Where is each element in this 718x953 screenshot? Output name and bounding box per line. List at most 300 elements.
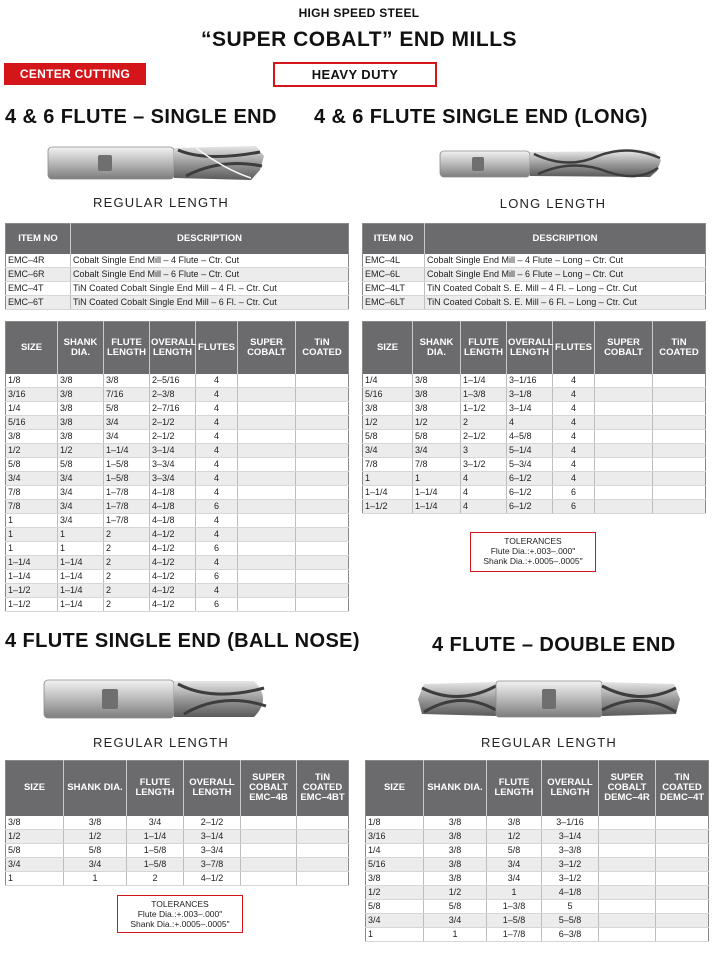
cell-shank-dia: 3/4 [424, 913, 487, 927]
cell-size: 1/8 [366, 816, 424, 830]
cell-flute-length: 1–5/8 [487, 913, 542, 927]
item-no: EMC–4R [6, 254, 71, 268]
cell-flute-length: 3 [461, 443, 507, 457]
cell-tin-coated [296, 401, 349, 415]
cell-flute-length: 7/16 [104, 387, 150, 401]
cell-shank-dia: 1 [413, 471, 461, 485]
cell-tin-coated [296, 541, 349, 555]
cell-size: 1–1/2 [363, 499, 413, 513]
cell-flutes: 6 [553, 485, 595, 499]
cell-size: 3/16 [366, 829, 424, 843]
table-row [6, 583, 349, 597]
cell-shank-dia: 3/4 [58, 485, 104, 499]
cell-size: 5/8 [6, 457, 58, 471]
table-row [6, 597, 349, 611]
cell-super-cobalt [595, 471, 653, 485]
cell-tin-coated [296, 415, 349, 429]
cell-overall-length: 6–1/2 [507, 485, 553, 499]
double-end-table [365, 760, 709, 942]
cell-overall-length: 3–7/8 [184, 857, 241, 871]
table-row [366, 871, 709, 885]
item-no: EMC–4L [363, 254, 425, 268]
cell-flute-length: 1–3/8 [487, 899, 542, 913]
cell-shank-dia: 3/8 [58, 429, 104, 443]
table-row [6, 443, 349, 457]
cell-flute-length: 5/8 [104, 401, 150, 415]
cell-flutes: 4 [196, 527, 238, 541]
cell-flutes [599, 843, 656, 857]
cell-flute-length: 3/4 [127, 816, 184, 830]
cell-super-cobalt [656, 816, 709, 830]
cell-shank-dia: 1/2 [424, 885, 487, 899]
cell-flute-length: 1–3/8 [461, 387, 507, 401]
cell-size: 3/4 [366, 913, 424, 927]
cell-size: 1/4 [366, 843, 424, 857]
cell-tin-coated [296, 499, 349, 513]
cell-size: 3/4 [363, 443, 413, 457]
cell-size: 1/2 [6, 443, 58, 457]
cell-shank-dia: 5/8 [64, 843, 127, 857]
table-row [366, 885, 709, 899]
cell-super-cobalt [297, 857, 349, 871]
description: TiN Coated Cobalt Single End Mill – 6 Fl. – Ctr. Cut [71, 295, 349, 309]
cell-overall-length: 3–1/4 [184, 829, 241, 843]
description: Cobalt Single End Mill – 4 Flute – Long – Ctr. Cut [425, 254, 706, 268]
cell-size: 7/8 [6, 485, 58, 499]
cell-super-cobalt [238, 569, 296, 583]
cell-shank-dia: 3/8 [58, 401, 104, 415]
cell-flute-length: 2 [127, 871, 184, 885]
table-row [363, 401, 706, 415]
cell-flutes: 4 [553, 387, 595, 401]
table-row [363, 485, 706, 499]
th-overall-length: OVERALL LENGTH [150, 322, 196, 374]
table-row [6, 816, 349, 830]
section-title-single-end: 4 & 6 FLUTE – SINGLE END [5, 106, 277, 128]
cell-super-cobalt [238, 387, 296, 401]
table-row [6, 829, 349, 843]
table-row [6, 429, 349, 443]
cell-flutes [599, 899, 656, 913]
table-row [363, 471, 706, 485]
cell-overall-length: 2–1/2 [184, 816, 241, 830]
cell-shank-dia: 1 [58, 527, 104, 541]
cell-flutes [241, 857, 297, 871]
cell-super-cobalt [656, 843, 709, 857]
tolerances-shank: Shank Dia.:+.0005–.0005" [483, 556, 583, 566]
table-row [6, 513, 349, 527]
cell-size: 5/16 [363, 387, 413, 401]
cell-overall-length: 4 [507, 415, 553, 429]
cell-super-cobalt [238, 541, 296, 555]
cell-flute-length: 2 [104, 527, 150, 541]
cell-super-cobalt [595, 457, 653, 471]
cell-flutes [599, 829, 656, 843]
cell-size: 3/8 [363, 401, 413, 415]
cell-overall-length: 4–5/8 [507, 429, 553, 443]
th-flutes: FLUTES [553, 322, 595, 374]
cell-overall-length: 4–1/2 [150, 527, 196, 541]
cell-size: 1/4 [363, 374, 413, 388]
cell-flutes: 6 [196, 499, 238, 513]
cell-tin-coated [296, 429, 349, 443]
table-row [6, 569, 349, 583]
cell-super-cobalt [238, 443, 296, 457]
table-row [6, 471, 349, 485]
cell-size: 5/8 [363, 429, 413, 443]
cell-flute-length: 3–1/2 [461, 457, 507, 471]
description: Cobalt Single End Mill – 6 Flute – Long – Ctr. Cut [425, 267, 706, 281]
cell-overall-length: 3–3/8 [542, 843, 599, 857]
cell-size: 1 [366, 927, 424, 941]
cell-flutes: 4 [196, 457, 238, 471]
end-mill-regular-icon [46, 140, 268, 186]
cell-flute-length: 1–5/8 [104, 457, 150, 471]
cell-super-cobalt [238, 583, 296, 597]
cell-flute-length: 3/4 [104, 415, 150, 429]
cell-super-cobalt [238, 513, 296, 527]
cell-size: 1–1/4 [363, 485, 413, 499]
tolerances-flute: Flute Dia.:+.003–.000" [490, 546, 576, 556]
cell-overall-length: 4–1/2 [150, 597, 196, 611]
item-no: EMC–4LT [363, 281, 425, 295]
tolerances-title: TOLERANCES [151, 899, 209, 909]
cell-size: 7/8 [6, 499, 58, 513]
cell-super-cobalt [238, 401, 296, 415]
th-tin-coated: TiN COATED DEMC–4T [656, 761, 709, 816]
cell-super-cobalt [656, 829, 709, 843]
cell-shank-dia: 1–1/4 [413, 485, 461, 499]
cell-shank-dia: 3/8 [424, 816, 487, 830]
cell-overall-length: 3–1/4 [542, 829, 599, 843]
ball-nose-end-mill-icon [42, 672, 274, 726]
cell-flute-length: 2 [461, 415, 507, 429]
cell-tin-coated [653, 485, 706, 499]
description: TiN Coated Cobalt Single End Mill – 4 Fl. – Ctr. Cut [71, 281, 349, 295]
table-row [366, 913, 709, 927]
tolerances-box-long [470, 532, 596, 572]
cell-flute-length: 1–7/8 [104, 499, 150, 513]
cell-flutes: 4 [553, 471, 595, 485]
cell-flutes: 6 [553, 499, 595, 513]
cell-size: 1 [6, 527, 58, 541]
table-row [6, 387, 349, 401]
table-row [363, 374, 706, 388]
cell-overall-length: 4–1/8 [542, 885, 599, 899]
cell-size: 1/4 [6, 401, 58, 415]
th-overall-length: OVERALL LENGTH [507, 322, 553, 374]
table-row [6, 267, 349, 281]
cell-overall-length: 4–1/2 [150, 541, 196, 555]
cell-flutes: 6 [196, 569, 238, 583]
cell-tin-coated [296, 527, 349, 541]
table-row [363, 295, 706, 309]
cell-flutes [241, 829, 297, 843]
th-super-cobalt: SUPER COBALT DEMC–4R [599, 761, 656, 816]
cell-super-cobalt [656, 927, 709, 941]
th-size: SIZE [6, 761, 64, 816]
cell-flute-length: 3/8 [487, 816, 542, 830]
cell-super-cobalt [656, 899, 709, 913]
cell-super-cobalt [595, 401, 653, 415]
cell-flute-length: 4 [461, 485, 507, 499]
cell-overall-length: 2–7/16 [150, 401, 196, 415]
description: Cobalt Single End Mill – 6 Flute – Ctr. Cut [71, 267, 349, 281]
cell-super-cobalt [297, 829, 349, 843]
cell-overall-length: 3–1/2 [542, 857, 599, 871]
cell-flutes: 4 [196, 555, 238, 569]
cell-tin-coated [296, 374, 349, 388]
item-no: EMC–6L [363, 267, 425, 281]
cell-flutes [599, 913, 656, 927]
th-super-cobalt: SUPER COBALT [238, 322, 296, 374]
cell-shank-dia: 3/8 [58, 415, 104, 429]
table-row [363, 267, 706, 281]
item-no: EMC–4T [6, 281, 71, 295]
table-row [366, 899, 709, 913]
cell-shank-dia: 1–1/4 [58, 597, 104, 611]
cell-flutes: 4 [196, 443, 238, 457]
th-description: DESCRIPTION [71, 224, 349, 254]
table-row [6, 281, 349, 295]
cell-super-cobalt [595, 499, 653, 513]
cell-shank-dia: 5/8 [413, 429, 461, 443]
cell-flutes: 6 [196, 597, 238, 611]
table-row [366, 816, 709, 830]
size-table-long [362, 321, 706, 514]
cell-overall-length: 2–3/8 [150, 387, 196, 401]
cell-size: 1 [363, 471, 413, 485]
cell-flutes [599, 816, 656, 830]
cell-shank-dia: 3/8 [413, 401, 461, 415]
cell-overall-length: 6–1/2 [507, 471, 553, 485]
cell-size: 1/2 [366, 885, 424, 899]
cell-overall-length: 6–3/8 [542, 927, 599, 941]
cell-flute-length: 1–5/8 [127, 857, 184, 871]
cell-size: 5/8 [6, 843, 64, 857]
cell-shank-dia: 5/8 [58, 457, 104, 471]
th-overall-length: OVERALL LENGTH [542, 761, 599, 816]
cell-flutes [241, 843, 297, 857]
cell-super-cobalt [656, 857, 709, 871]
cell-overall-length: 3–3/4 [184, 843, 241, 857]
cell-super-cobalt [656, 871, 709, 885]
cell-flute-length: 1–1/4 [127, 829, 184, 843]
th-super-cobalt: SUPER COBALT [595, 322, 653, 374]
cell-overall-length: 5–5/8 [542, 913, 599, 927]
cell-flute-length: 1–1/2 [461, 401, 507, 415]
cell-super-cobalt [238, 485, 296, 499]
cell-super-cobalt [297, 843, 349, 857]
cell-shank-dia: 3/8 [424, 871, 487, 885]
th-tin-coated: TiN COATED [296, 322, 349, 374]
table-row [6, 843, 349, 857]
cell-flutes: 4 [196, 583, 238, 597]
cell-overall-length: 2–5/16 [150, 374, 196, 388]
th-item-no: ITEM NO [363, 224, 425, 254]
cell-super-cobalt [595, 443, 653, 457]
caption-regular-length-double: REGULAR LENGTH [481, 735, 617, 750]
cell-tin-coated [653, 457, 706, 471]
cell-tin-coated [296, 583, 349, 597]
cell-flutes: 4 [553, 443, 595, 457]
cell-flutes: 4 [196, 513, 238, 527]
cell-size: 1–1/2 [6, 597, 58, 611]
cell-shank-dia: 5/8 [424, 899, 487, 913]
table-row [363, 429, 706, 443]
cell-flutes: 6 [196, 541, 238, 555]
cell-shank-dia: 1/2 [64, 829, 127, 843]
cell-super-cobalt [238, 415, 296, 429]
cell-shank-dia: 1–1/4 [58, 569, 104, 583]
table-row [366, 843, 709, 857]
cell-flute-length: 5/8 [487, 843, 542, 857]
table-row [363, 415, 706, 429]
cell-tin-coated [296, 485, 349, 499]
cell-flutes: 4 [553, 401, 595, 415]
cell-flute-length: 3/4 [487, 871, 542, 885]
cell-shank-dia: 3/4 [58, 471, 104, 485]
cell-shank-dia: 3/4 [64, 857, 127, 871]
cell-super-cobalt [595, 387, 653, 401]
caption-long-length: LONG LENGTH [499, 196, 607, 211]
th-flute-length: FLUTE LENGTH [127, 761, 184, 816]
cell-size: 3/4 [6, 857, 64, 871]
cell-flute-length: 3/8 [104, 374, 150, 388]
cell-size: 3/8 [366, 871, 424, 885]
cell-size: 1–1/4 [6, 569, 58, 583]
cell-shank-dia: 3/8 [424, 843, 487, 857]
cell-size: 1 [6, 871, 64, 885]
cell-shank-dia: 1–1/4 [413, 499, 461, 513]
cell-flute-length: 1–5/8 [127, 843, 184, 857]
table-row [6, 374, 349, 388]
cell-overall-length: 3–1/16 [507, 374, 553, 388]
double-end-mill-icon [418, 672, 680, 726]
cell-super-cobalt [656, 885, 709, 899]
cell-size: 1/8 [6, 374, 58, 388]
cell-size: 1 [6, 541, 58, 555]
section-title-double-end: 4 FLUTE – DOUBLE END [432, 634, 676, 656]
cell-tin-coated [296, 513, 349, 527]
th-shank-dia: SHANK DIA. [413, 322, 461, 374]
cell-size: 5/16 [366, 857, 424, 871]
cell-tin-coated [653, 443, 706, 457]
cell-flute-length: 1–1/4 [104, 443, 150, 457]
table-row [6, 295, 349, 309]
cell-tin-coated [653, 471, 706, 485]
description: TiN Coated Cobalt S. E. Mill – 4 Fl. – Long – Ctr. Cut [425, 281, 706, 295]
cell-flutes [599, 885, 656, 899]
section-title-single-end-long: 4 & 6 FLUTE SINGLE END (LONG) [314, 106, 648, 128]
cell-size: 5/16 [6, 415, 58, 429]
center-cutting-badge: CENTER CUTTING [4, 63, 146, 85]
end-mill-long-icon [438, 144, 664, 184]
table-row [366, 927, 709, 941]
table-row [363, 281, 706, 295]
description: Cobalt Single End Mill – 4 Flute – Ctr. Cut [71, 254, 349, 268]
cell-tin-coated [296, 569, 349, 583]
cell-flute-length: 2 [104, 541, 150, 555]
cell-shank-dia: 1 [58, 541, 104, 555]
table-row [363, 443, 706, 457]
cell-shank-dia: 3/4 [413, 443, 461, 457]
cell-flutes: 4 [196, 429, 238, 443]
cell-overall-length: 4–1/8 [150, 499, 196, 513]
cell-super-cobalt [238, 429, 296, 443]
th-size: SIZE [366, 761, 424, 816]
cell-shank-dia: 3/8 [413, 387, 461, 401]
cell-flutes [599, 927, 656, 941]
cell-flutes: 4 [196, 374, 238, 388]
item-no: EMC–6T [6, 295, 71, 309]
cell-super-cobalt [595, 485, 653, 499]
cell-flutes [241, 816, 297, 830]
cell-super-cobalt [595, 374, 653, 388]
cell-overall-length: 5 [542, 899, 599, 913]
cell-size: 1–1/2 [6, 583, 58, 597]
tolerances-box-ball [117, 895, 243, 933]
page-subtitle: HIGH SPEED STEEL [298, 6, 420, 20]
cell-tin-coated [653, 401, 706, 415]
cell-flute-length: 2–1/2 [461, 429, 507, 443]
cell-shank-dia: 1–1/4 [58, 555, 104, 569]
cell-flute-length: 1–7/8 [487, 927, 542, 941]
cell-overall-length: 3–3/4 [150, 457, 196, 471]
description: TiN Coated Cobalt S. E. Mill – 6 Fl. – Long – Ctr. Cut [425, 295, 706, 309]
cell-shank-dia: 1 [424, 927, 487, 941]
table-row [363, 499, 706, 513]
cell-size: 3/8 [6, 816, 64, 830]
th-flutes: FLUTES [196, 322, 238, 374]
cell-size: 7/8 [363, 457, 413, 471]
cell-size: 1 [6, 513, 58, 527]
th-tin-coated: TiN COATED [653, 322, 706, 374]
tolerances-flute: Flute Dia.:+.003–.000" [137, 909, 223, 919]
cell-shank-dia: 3/8 [58, 374, 104, 388]
cell-tin-coated [653, 374, 706, 388]
item-no: EMC–6LT [363, 295, 425, 309]
cell-flute-length: 1–5/8 [104, 471, 150, 485]
th-super-cobalt: SUPER COBALT EMC–4B [241, 761, 297, 816]
th-item-no: ITEM NO [6, 224, 71, 254]
tolerances-title: TOLERANCES [504, 536, 562, 546]
th-shank-dia: SHANK DIA. [424, 761, 487, 816]
cell-tin-coated [296, 555, 349, 569]
item-table-regular [5, 223, 349, 310]
cell-flute-length: 3/4 [487, 857, 542, 871]
cell-shank-dia: 3/8 [424, 829, 487, 843]
cell-size: 5/8 [366, 899, 424, 913]
cell-flute-length: 2 [104, 597, 150, 611]
cell-tin-coated [653, 429, 706, 443]
item-no: EMC–6R [6, 267, 71, 281]
cell-tin-coated [653, 499, 706, 513]
th-shank-dia: SHANK DIA. [58, 322, 104, 374]
cell-shank-dia: 3/8 [413, 374, 461, 388]
cell-tin-coated [296, 443, 349, 457]
tolerances-shank: Shank Dia.:+.0005–.0005" [130, 919, 230, 929]
table-row [6, 415, 349, 429]
cell-overall-length: 3–1/4 [507, 401, 553, 415]
cell-flute-length: 2 [104, 555, 150, 569]
cell-overall-length: 3–1/4 [150, 443, 196, 457]
caption-regular-length: REGULAR LENGTH [93, 195, 229, 210]
table-row [6, 457, 349, 471]
size-table-regular [5, 321, 349, 612]
cell-flute-length: 2 [104, 583, 150, 597]
cell-flutes [241, 871, 297, 885]
